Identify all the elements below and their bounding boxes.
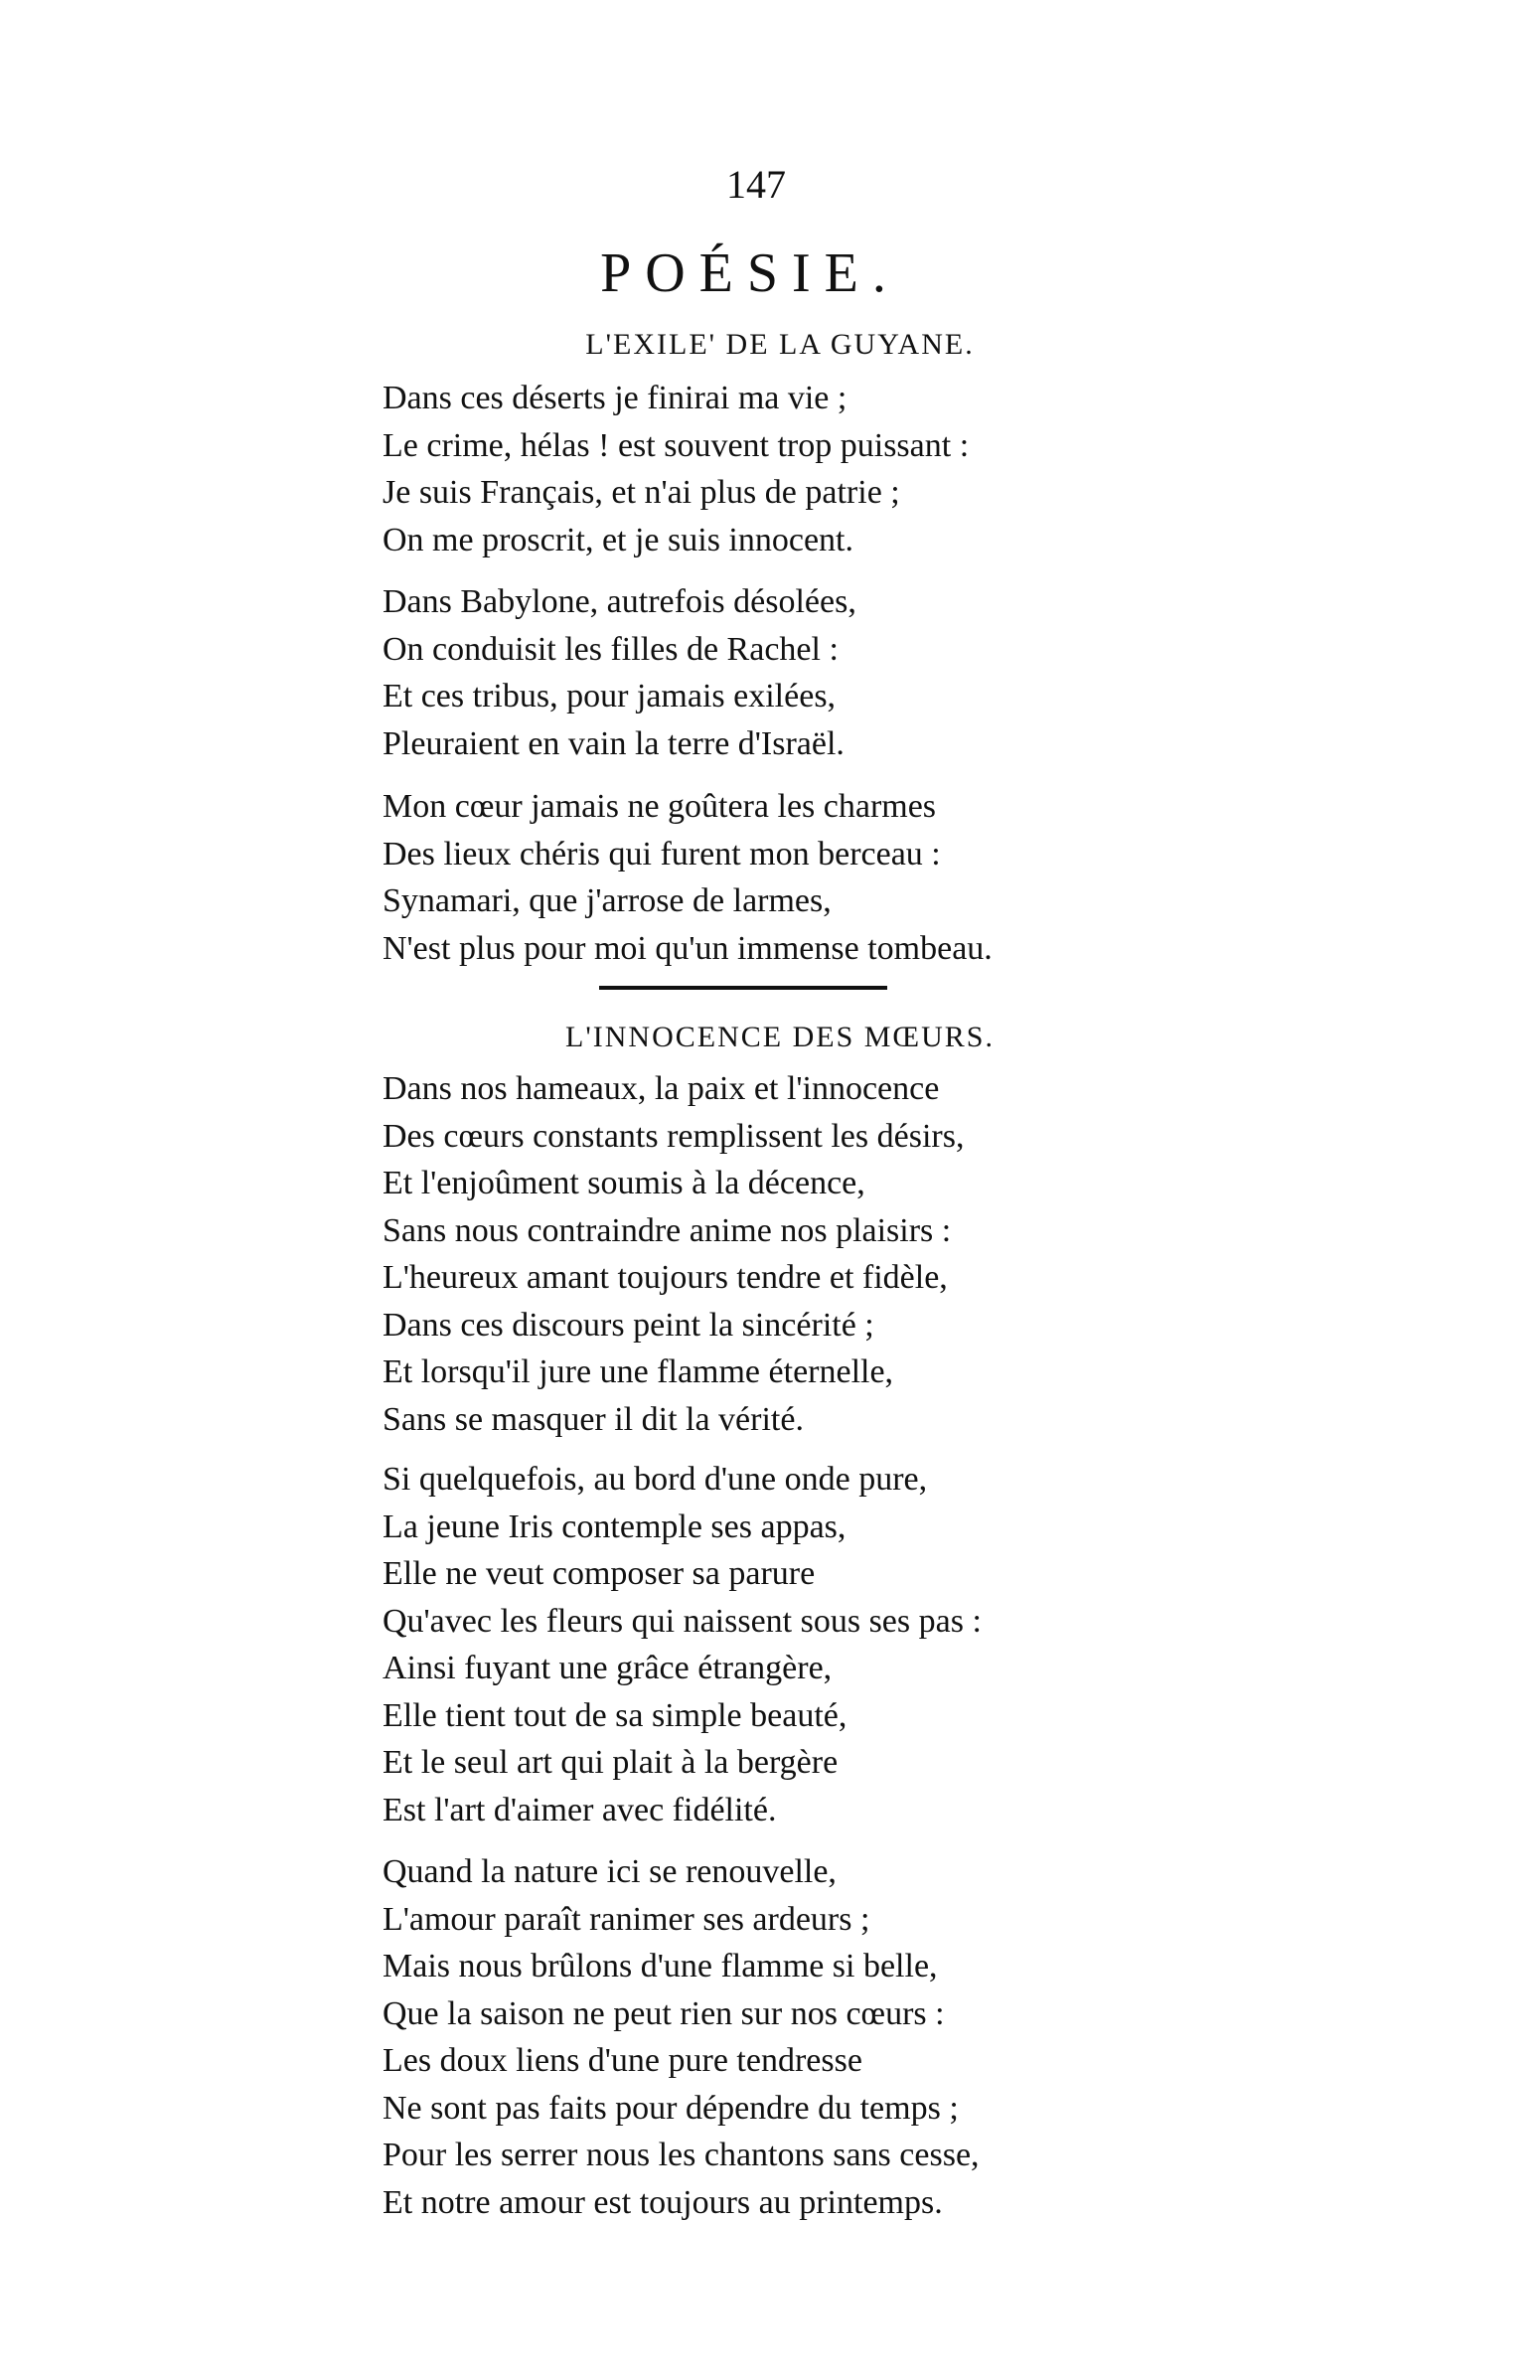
verse-line: Elle ne veut composer sa parure [383,1555,816,1592]
stanza [383,578,1098,767]
verse-line: Dans Babylone, autrefois désolées, [383,583,856,620]
verse-line: La jeune Iris contemple ses appas, [383,1507,847,1545]
verse-line: Et notre amour est toujours au printemps. [383,2183,943,2221]
verse-line: Pleuraient en vain la terre d'Israël. [383,724,845,762]
verse-line: Sans nous contraindre anime nos plaisirs : [383,1211,952,1249]
verse-line: Qu'avec les fleurs qui naissent sous ses pas : [383,1602,982,1640]
verse-line: Des lieux chéris qui furent mon berceau : [383,835,941,873]
verse-line: Et le seul art qui plait à la bergère [383,1744,839,1781]
page-number: 147 [726,162,786,207]
stanza [383,783,1098,972]
verse-line: Dans ces discours peint la sincérité ; [383,1306,874,1344]
verse-line: Si quelquefois, au bord d'une onde pure, [383,1461,928,1498]
verse-line: Pour les serrer nous les chantons sans cesse, [383,2137,980,2173]
verse-line: Quand la nature ici se renouvelle, [383,1853,837,1890]
poem-title: L'INNOCENCE DES MŒURS. [565,1021,995,1053]
poem-title: L'EXILE' DE LA GUYANE. [585,328,975,361]
verse-line: Elle tient tout de sa simple beauté, [383,1696,847,1734]
verse-line: Mais nous brûlons d'une flamme si belle, [383,1948,938,1984]
verse-line: Dans ces déserts je finirai ma vie ; [383,380,847,416]
verse-line: Ainsi fuyant une grâce étrangère, [383,1650,833,1686]
verse-line: L'amour paraît ranimer ses ardeurs ; [383,1900,870,1938]
verse-line: L'heureux amant toujours tendre et fidèle, [383,1259,948,1296]
verse-line: Et lorsqu'il jure une flamme éternelle, [383,1353,894,1390]
verse-line: Et ces tribus, pour jamais exilées, [383,678,837,714]
verse-line: Que la saison ne peut rien sur nos cœurs : [383,1994,945,2032]
verse-line: Synamari, que j'arrose de larmes, [383,882,832,919]
stanza [383,1848,1098,2226]
verse-line: Je suis Français, et n'ai plus de patrie ; [383,474,900,511]
verse-line: Sans se masquer il dit la vérité. [383,1400,804,1438]
verse-line: Dans nos hameaux, la paix et l'innocence [383,1070,940,1107]
verse-line: Des cœurs constants remplissent les désirs, [383,1117,965,1155]
section-divider [599,986,887,990]
verse-line: On conduisit les filles de Rachel : [383,630,839,668]
verse-line: Et l'enjoûment soumis à la décence, [383,1165,865,1201]
stanza [383,1456,1098,1833]
verse-line: Est l'art d'aimer avec fidélité. [383,1791,777,1828]
verse-line: Le crime, hélas ! est souvent trop puissant : [383,426,970,464]
verse-line: Ne sont pas faits pour dépendre du temps ; [383,2089,959,2127]
verse-line: Mon cœur jamais ne goûtera les charmes [383,788,937,825]
stanza [383,1065,1098,1443]
verse-line: Les doux liens d'une pure tendresse [383,2042,862,2079]
verse-line: N'est plus pour moi qu'un immense tombeau. [383,929,993,967]
verse-line: On me proscrit, et je suis innocent. [383,521,854,558]
section-title: POÉSIE. [600,242,900,304]
stanza [383,375,1098,563]
